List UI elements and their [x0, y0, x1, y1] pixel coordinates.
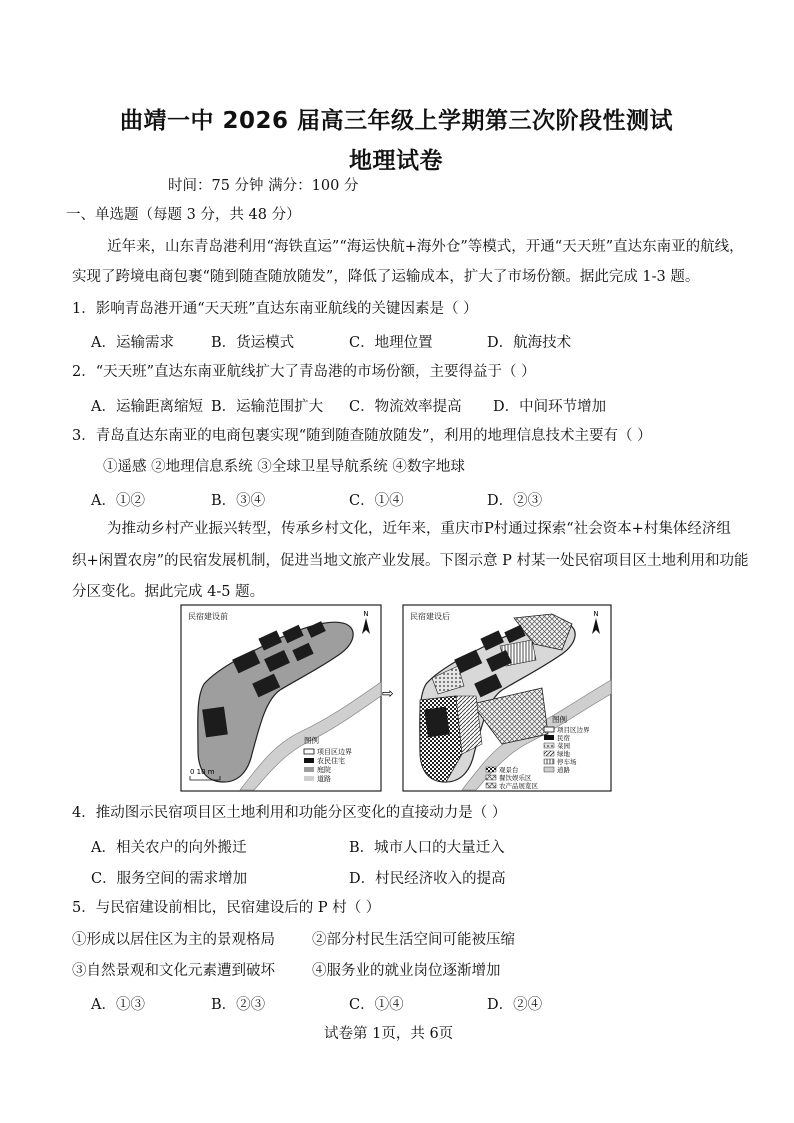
- exam-title: 曲靖一中 2026 届高三年级上学期第三次阶段性测试: [120, 108, 674, 134]
- map-before: [181, 605, 381, 791]
- q1-option-c[interactable]: C．地理位置: [349, 335, 433, 351]
- q3-option-d[interactable]: D．②③: [487, 493, 543, 509]
- svg-text:庭院: 庭院: [317, 766, 331, 774]
- q5-statement-3: ③自然景观和文化元素遭到破坏: [72, 963, 275, 979]
- q3-stem: 3．青岛直达东南亚的电商包裹实现“随到随查随放随发”，利用的地理信息技术主要有（ ）: [72, 428, 652, 444]
- svg-text:0 10 m: 0 10 m: [190, 768, 215, 776]
- svg-text:餐饮娱乐区: 餐饮娱乐区: [499, 774, 532, 782]
- q4-option-d[interactable]: D．村民经济收入的提高: [349, 871, 506, 887]
- svg-text:项目区边界: 项目区边界: [557, 726, 590, 734]
- svg-text:N: N: [593, 610, 599, 618]
- svg-text:N: N: [363, 610, 369, 618]
- section-heading: 一、单选题（每题 3 分，共 48 分）: [66, 207, 301, 223]
- map-before-title: 民宿建设前: [188, 612, 228, 621]
- page-footer: 试卷第 1页，共 6页: [324, 1026, 454, 1042]
- q1-stem: 1．影响青岛港开通“天天班”直达东南亚航线的关键因素是（ ）: [72, 301, 478, 317]
- q4-option-b[interactable]: B．城市人口的大量迁入: [349, 840, 505, 856]
- q3-option-c[interactable]: C．①④: [349, 493, 404, 509]
- svg-text:菜园: 菜园: [557, 742, 570, 750]
- q5-option-c[interactable]: C．①④: [349, 997, 404, 1013]
- q1-option-d[interactable]: D．航海技术: [487, 335, 572, 351]
- q3-items: ①遥感 ②地理信息系统 ③全球卫星导航系统 ④数字地球: [103, 459, 465, 475]
- q4-stem: 4．推动图示民宿项目区土地利用和功能分区变化的直接动力是（ ）: [72, 805, 507, 821]
- q4-option-a[interactable]: A．相关农户的向外搬迁: [91, 840, 247, 856]
- q5-statement-1: ①形成以居住区为主的景观格局: [72, 932, 275, 948]
- passage1-line2: 实现了跨境电商包裹“随到随查随放随发”，降低了运输成本，扩大了市场份额。据此完成 1-3 题。: [72, 269, 700, 285]
- q3-option-a[interactable]: A．①②: [91, 493, 145, 509]
- passage2-line3: 分区变化。据此完成 4-5 题。: [72, 584, 265, 600]
- q2-option-d[interactable]: D．中间环节增加: [493, 399, 607, 415]
- svg-text:停车场: 停车场: [557, 758, 577, 766]
- q5-statement-2: ②部分村民生活空间可能被压缩: [312, 932, 515, 948]
- svg-text:农产品展览区: 农产品展览区: [499, 782, 538, 790]
- q2-option-c[interactable]: C．物流效率提高: [349, 399, 462, 415]
- svg-text:民宿: 民宿: [557, 734, 570, 742]
- q4-option-c[interactable]: C．服务空间的需求增加: [91, 871, 248, 887]
- q2-stem: 2．“天天班”直达东南亚航线扩大了青岛港的市场份额，主要得益于（ ）: [72, 364, 536, 380]
- exam-subject: 地理试卷: [349, 148, 443, 174]
- q3-option-b[interactable]: B．③④: [211, 493, 266, 509]
- transition-arrow: ⇨: [382, 686, 394, 702]
- q5-stem: 5．与民宿建设前相比，民宿建设后的 P 村（ ）: [72, 900, 381, 916]
- passage2-line1: 为推动乡村产业振兴转型，传承乡村文化，近年来，重庆市P村通过探索“社会资本+村集体经济组: [107, 521, 731, 537]
- svg-text:道路: 道路: [557, 766, 570, 774]
- passage2-line2: 织+闲置农房”的民宿发展机制，促进当地文旅产业发展。下图示意 P 村某一处民宿项目区土地利用和功能: [72, 553, 749, 569]
- land-use-figure: [180, 604, 615, 792]
- legend-title-before: 图例: [304, 736, 319, 745]
- q5-option-b[interactable]: B．②③: [211, 997, 266, 1013]
- legend-title-after: 图例: [552, 715, 567, 724]
- q1-option-b[interactable]: B．货运模式: [211, 335, 295, 351]
- svg-text:绿地: 绿地: [557, 750, 570, 758]
- passage1-line1: 近年来，山东青岛港利用“海铁直运”“海运快航+海外仓”等模式，开通“天天班”直达东南亚的航线，: [107, 239, 744, 255]
- svg-text:项目区边界: 项目区边界: [317, 748, 352, 756]
- q5-option-a[interactable]: A．①③: [91, 997, 145, 1013]
- svg-text:农民住宅: 农民住宅: [317, 757, 345, 765]
- q1-option-a[interactable]: A．运输需求: [91, 335, 174, 351]
- q5-option-d[interactable]: D．②④: [487, 997, 543, 1013]
- q2-option-b[interactable]: B．运输范围扩大: [211, 399, 324, 415]
- map-after: [403, 605, 611, 791]
- svg-text:观景台: 观景台: [499, 766, 519, 774]
- map-after-title: 民宿建设后: [410, 612, 450, 621]
- svg-text:道路: 道路: [317, 775, 331, 783]
- exam-time-info: 时间：75 分钟 满分：100 分: [168, 178, 359, 194]
- q2-option-a[interactable]: A．运输距离缩短: [91, 399, 203, 415]
- q5-statement-4: ④服务业的就业岗位逐渐增加: [312, 963, 501, 979]
